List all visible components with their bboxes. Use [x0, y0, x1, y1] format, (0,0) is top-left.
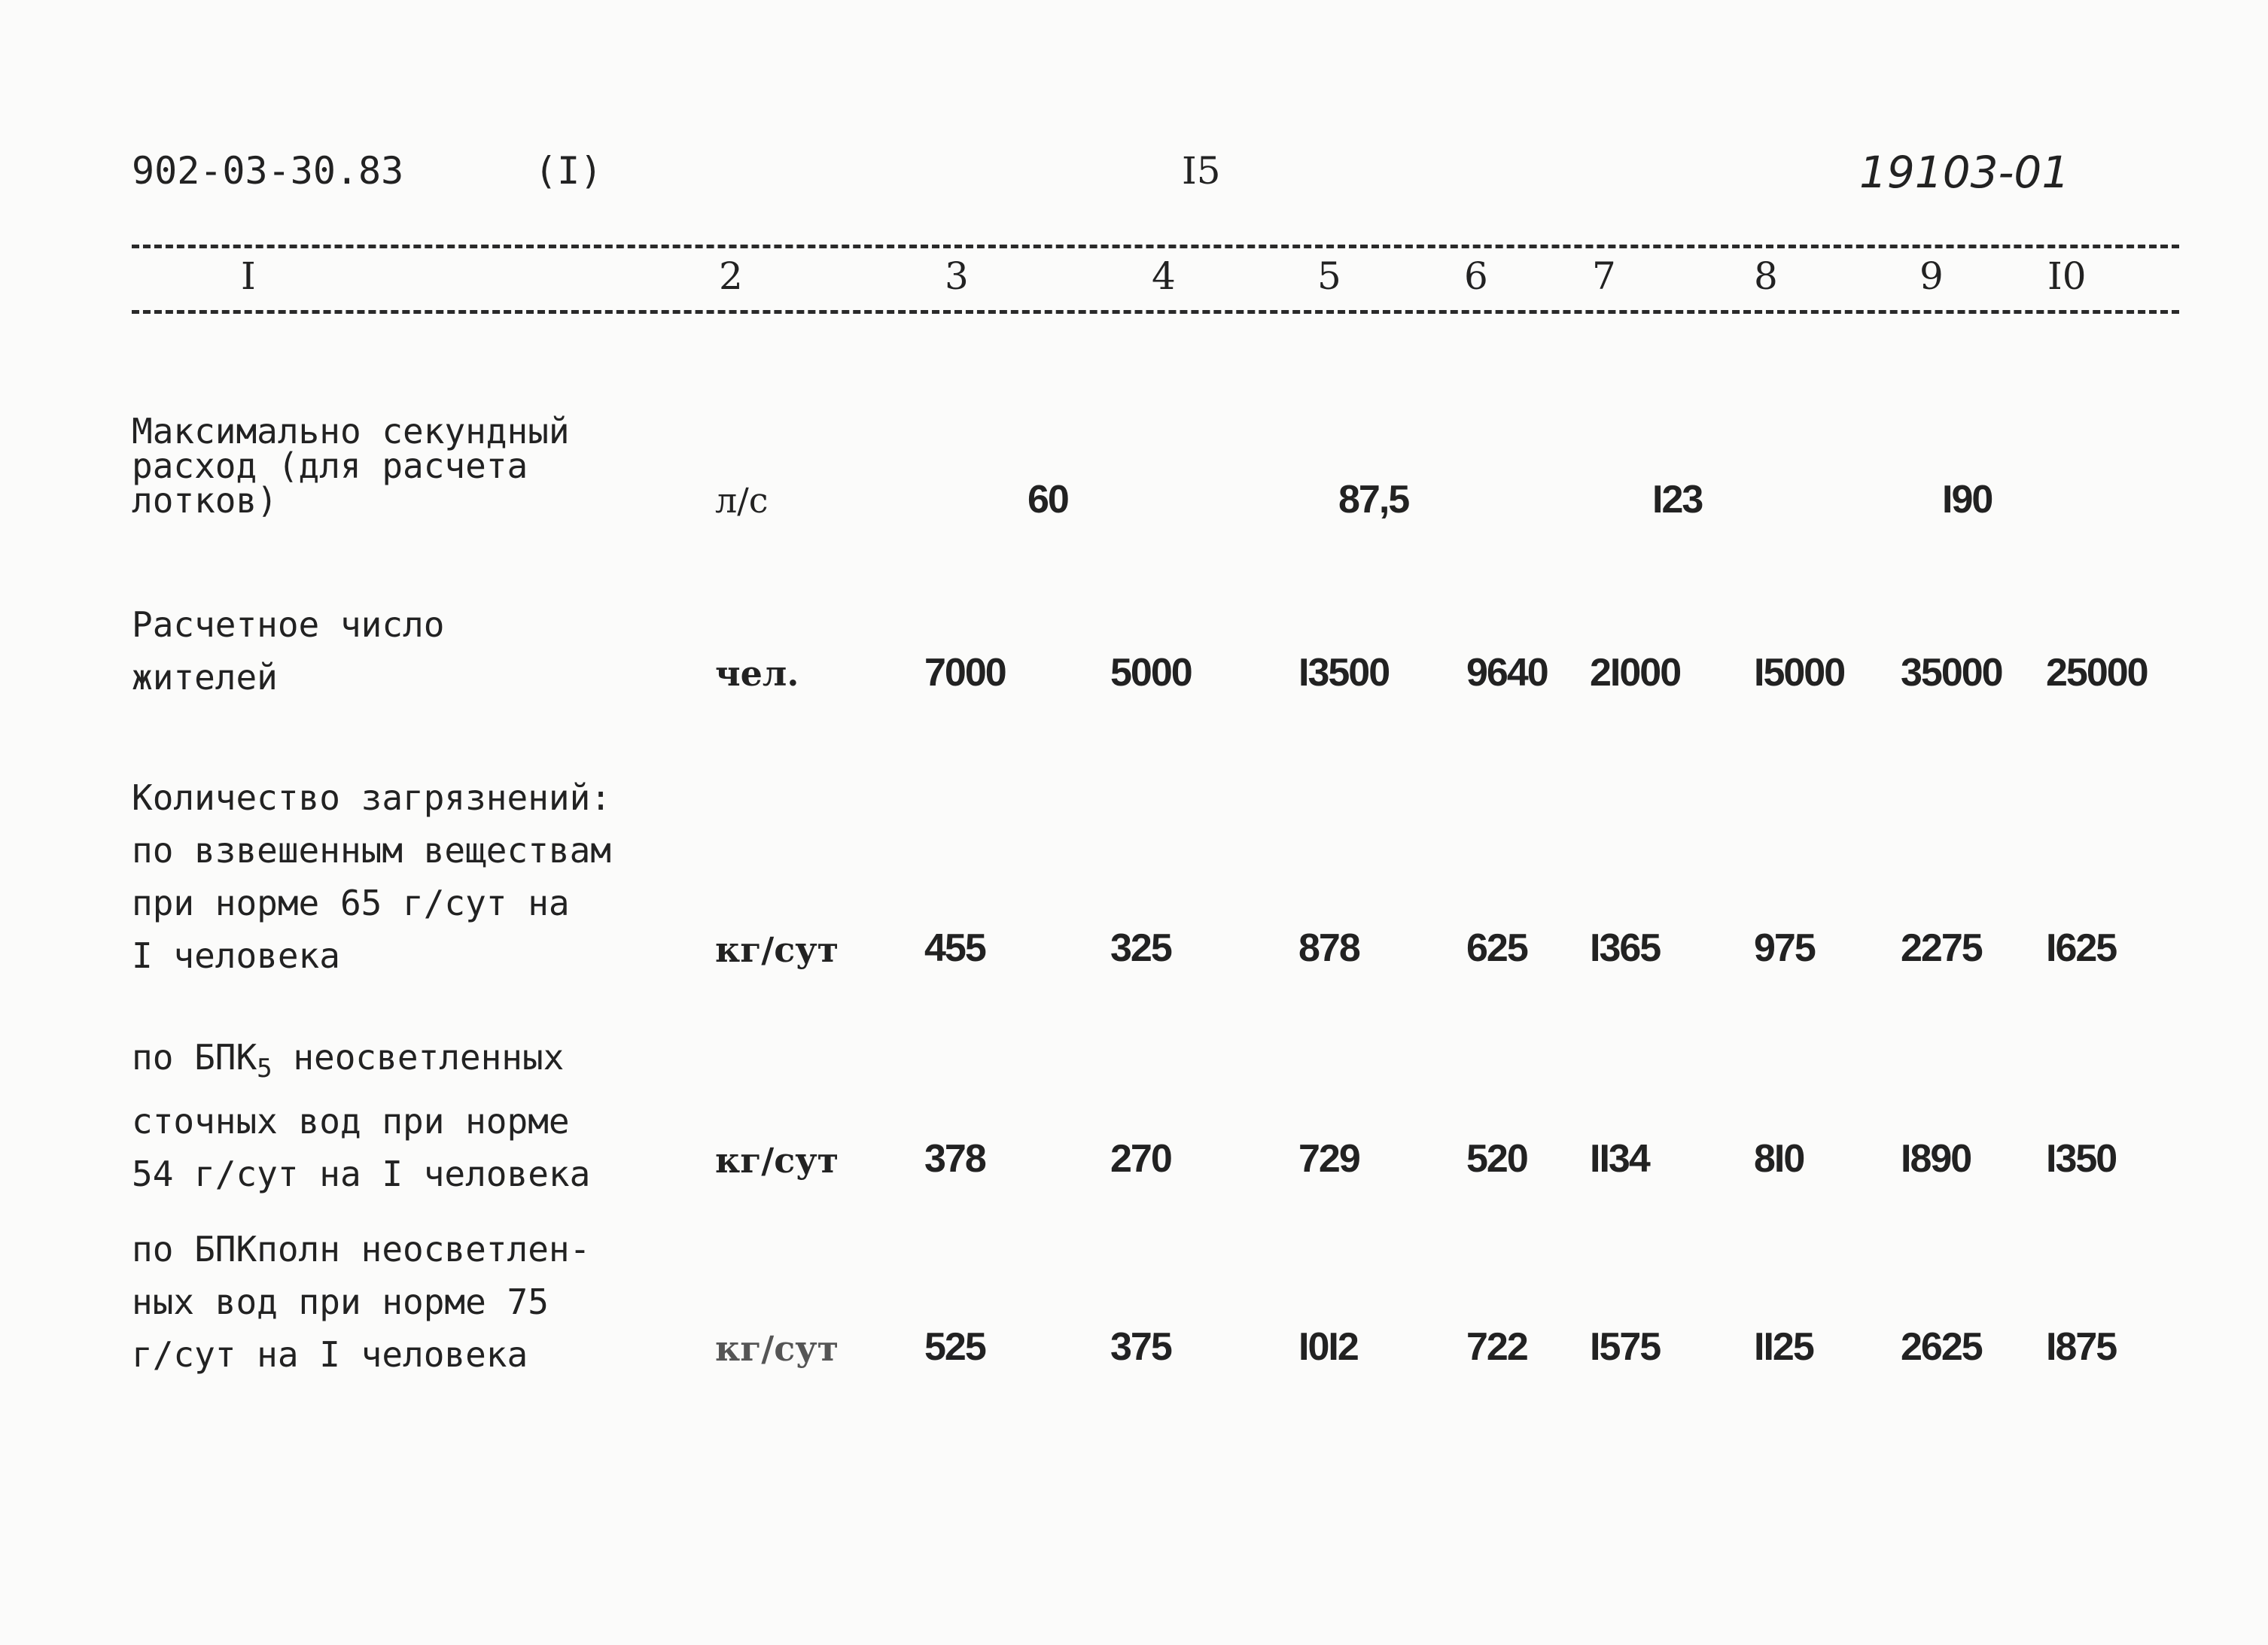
column-number: 7 [1592, 254, 1616, 298]
header-rule-bottom [132, 310, 2179, 314]
column-number: 5 [1317, 254, 1341, 298]
cell-value: I23 [1652, 478, 1703, 521]
column-number: 2 [719, 254, 743, 298]
page-number: I5 [1182, 149, 1221, 193]
cell-value: I625 [2046, 926, 2117, 970]
album-number: 19103-01 [1859, 147, 2070, 198]
cell-value: I890 [1901, 1137, 1971, 1181]
row-unit: чел. [715, 653, 799, 694]
document-code: 902-03-30.83 [132, 149, 404, 193]
cell-value: 25000 [2046, 651, 2148, 695]
row-label-bod5: по $БПК_5$ неосветленных сточных вод при норме 54 г/сут на I человека [132, 1037, 591, 1195]
cell-value: I0I2 [1298, 1325, 1358, 1369]
column-number: I [241, 254, 256, 298]
cell-value: 975 [1754, 926, 1815, 970]
cell-value: II34 [1590, 1137, 1649, 1181]
column-number: 9 [1919, 254, 1944, 298]
cell-value: 722 [1466, 1325, 1527, 1369]
column-number: 4 [1152, 254, 1176, 298]
header-rule-top [132, 245, 2179, 248]
cell-value: 878 [1298, 926, 1359, 970]
cell-value: 35000 [1901, 651, 2002, 695]
column-number: 6 [1464, 254, 1488, 298]
cell-value: 9640 [1466, 651, 1548, 695]
cell-value: 8I0 [1754, 1137, 1804, 1181]
cell-value: I365 [1590, 926, 1661, 970]
cell-value: 60 [1027, 478, 1068, 521]
column-number: I0 [2047, 254, 2087, 298]
cell-value: 2625 [1901, 1325, 1982, 1369]
cell-value: 2I000 [1590, 651, 1681, 695]
row-label-max-flow: Максимально секундный расход (для расчета лотков) [132, 411, 570, 521]
cell-value: 2275 [1901, 926, 1982, 970]
cell-value: I875 [2046, 1325, 2117, 1369]
cell-value: I5000 [1754, 651, 1845, 695]
row-label-population: Расчетное число жителей [132, 604, 445, 698]
cell-value: 5000 [1110, 651, 1192, 695]
cell-value: 525 [924, 1325, 985, 1369]
cell-value: I3500 [1298, 651, 1390, 695]
cell-value: 270 [1110, 1137, 1171, 1181]
cell-value: 625 [1466, 926, 1527, 970]
cell-value: 325 [1110, 926, 1171, 970]
row-unit: кг/сут [715, 1140, 839, 1181]
cell-value: 520 [1466, 1137, 1527, 1181]
cell-value: I350 [2046, 1137, 2117, 1181]
cell-value: I90 [1942, 478, 1992, 521]
part-number: (I) [534, 149, 603, 193]
cell-value: 87,5 [1338, 478, 1409, 521]
cell-value: 455 [924, 926, 985, 970]
row-label-bod-full: по БПКполн неосветлен- ных вод при норме 75 г/сут на I человека [132, 1229, 591, 1375]
row-unit: кг/сут [715, 929, 839, 970]
row-unit: л/с [715, 480, 769, 521]
cell-value: 729 [1298, 1137, 1359, 1181]
cell-value: I575 [1590, 1325, 1661, 1369]
column-number: 8 [1754, 254, 1778, 298]
column-number: 3 [945, 254, 969, 298]
row-label-suspended-solids: Количество загрязнений: по взвешенным веществам при норме 65 г/сут на I человека [132, 777, 611, 976]
row-unit: кг/сут [715, 1328, 839, 1369]
cell-value: 7000 [924, 651, 1006, 695]
cell-value: 375 [1110, 1325, 1171, 1369]
cell-value: II25 [1754, 1325, 1813, 1369]
cell-value: 378 [924, 1137, 985, 1181]
